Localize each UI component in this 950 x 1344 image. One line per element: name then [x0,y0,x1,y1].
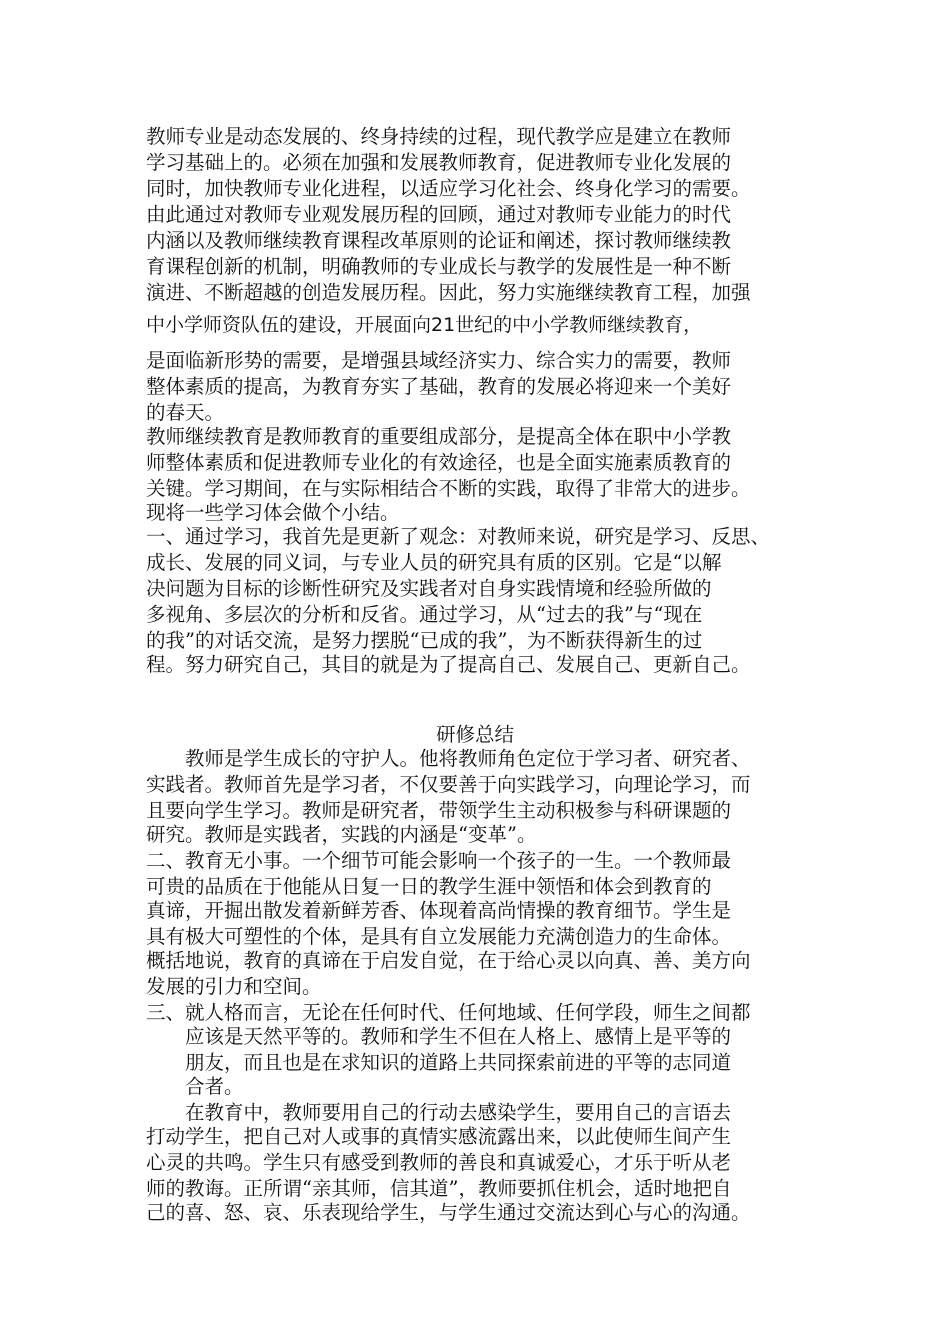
paragraph-line: 三、就人格而言，无论在任何时代、任何地域、任何学段，师生之间都 [146,1001,751,1024]
paragraph-line: 教师专业是动态发展的、终身持续的过程，现代教学应是建立在教师 [146,125,732,148]
paragraph-line: 演进、不断超越的创造发展历程。因此，努力实施继续教育工程，加强 [146,281,751,304]
paragraph-line: 整体素质的提高，为教育夯实了基础，教育的发展必将迎来一个美好 [146,375,732,398]
paragraph-line: 真谛，开掘出散发着新鲜芳香、体现着高尚情操的教育细节。学生是 [146,899,732,922]
paragraph-line: 育课程创新的机制，明确教师的专业成长与教学的发展性是一种不断 [146,255,732,278]
section-title: 研修总结 [435,723,514,746]
paragraph-line: 的我”的对话交流，是努力摆脱“已成的我”，为不断获得新生的过 [146,629,703,652]
paragraph-line: 己的喜、怒、哀、乐表现给学生，与学生通过交流达到心与心的沟通。 [146,1201,751,1224]
paragraph-line: 在教育中，教师要用自己的行动去感染学生，要用自己的言语去 [146,1101,732,1124]
paragraph-line: 成长、发展的同义词，与专业人员的研究具有质的区别。它是“以解 [146,551,722,574]
paragraph-line: 打动学生，把自己对人或事的真情实感流露出来，以此使师生间产生 [146,1125,732,1148]
paragraph-line: 由此通过对教师专业观发展历程的回顾，通过对教师专业能力的时代 [146,203,732,226]
paragraph-line: 合者。 [146,1075,244,1098]
paragraph-line: 中小学师资队伍的建设，开展面向21世纪的中小学教师继续教育， [146,314,703,336]
paragraph-line: 二、教育无小事。一个细节可能会影响一个孩子的一生。一个教师最 [146,849,732,872]
paragraph-line: 一、通过学习，我首先是更新了观念：对教师来说，研究是学习、反思、 [146,525,771,548]
paragraph-line: 关键。学习期间，在与实际相结合不断的实践，取得了非常大的进步。 [146,477,751,500]
paragraph-line: 教师继续教育是教师教育的重要组成部分，是提高全体在职中小学教 [146,425,732,448]
paragraph-line: 决问题为目标的诊断性研究及实践者对自身实践情境和经验所做的 [146,577,712,600]
paragraph-line: 实践者。教师首先是学习者，不仅要善于向实践学习，向理论学习，而 [146,773,751,796]
paragraph-line: 且要向学生学习。教师是研究者，带领学生主动积极参与科研课题的 [146,799,732,822]
paragraph-line: 发展的引力和空间。 [146,975,322,998]
paragraph-line: 朋友，而且也是在求知识的道路上共同探索前进的平等的志同道 [146,1051,732,1074]
paragraph-line: 应该是天然平等的。教师和学生不但在人格上、感情上是平等的 [146,1025,732,1048]
paragraph-line: 的春天。 [146,401,225,424]
paragraph-line: 学习基础上的。必须在加强和发展教师教育，促进教师专业化发展的 [146,151,732,174]
paragraph-line: 师的教诲。正所谓“亲其师，信其道”，教师要抓住机会，适时地把自 [146,1177,732,1200]
paragraph-line: 心灵的共鸣。学生只有感受到教师的善良和真诚爱心，才乐于听从老 [146,1151,732,1174]
paragraph-line: 同时，加快教师专业化进程，以适应学习化社会、终身化学习的需要。 [146,177,751,200]
paragraph-line: 具有极大可塑性的个体，是具有自立发展能力充满创造力的生命体。 [146,925,732,948]
paragraph-line: 程。努力研究自己，其目的就是为了提高自己、发展自己、更新自己。 [146,653,751,676]
paragraph-line: 内涵以及教师继续教育课程改革原则的论证和阐述，探讨教师继续教 [146,229,732,252]
paragraph-line: 师整体素质和促进教师专业化的有效途径，也是全面实施素质教育的 [146,451,732,474]
paragraph-line: 教师是学生成长的守护人。他将教师角色定位于学习者、研究者、 [146,747,751,770]
paragraph-line: 是面临新形势的需要，是增强县域经济实力、综合实力的需要，教师 [146,349,732,372]
paragraph-line: 可贵的品质在于他能从日复一日的教学生涯中领悟和体会到教育的 [146,875,712,898]
paragraph-line: 研究。教师是实践者，实践的内涵是“变革”。 [146,823,537,846]
paragraph-line: 现将一些学习体会做个小结。 [146,501,400,524]
paragraph-line: 概括地说，教育的真谛在于启发自觉，在于给心灵以向真、善、美方向 [146,949,751,972]
paragraph-line: 多视角、多层次的分析和反省。通过学习，从“过去的我”与“现在 [146,603,703,626]
